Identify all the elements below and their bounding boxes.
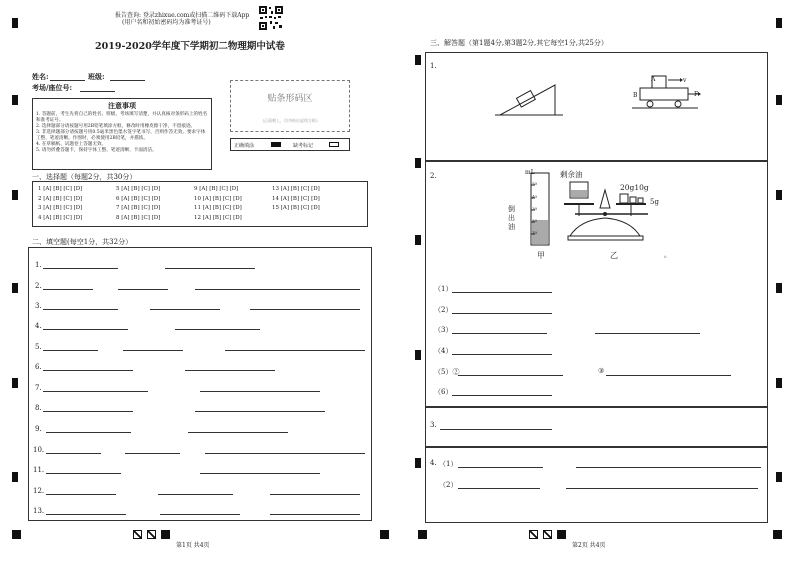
sub-item-extra: ③	[598, 367, 605, 375]
q3-number: 3.	[430, 421, 437, 429]
fill-number: 2.	[35, 282, 42, 290]
fill-blank[interactable]	[225, 350, 365, 351]
name-field[interactable]	[50, 80, 85, 81]
fill-blank[interactable]	[43, 289, 93, 290]
scale-tick: 20	[532, 218, 538, 223]
choice-item[interactable]	[272, 215, 344, 221]
fill-blank[interactable]	[200, 391, 320, 392]
name-label: 姓名:	[32, 72, 49, 81]
page-title: 2019-2020学年度下学期初二物理期中试卷	[95, 41, 285, 52]
fill-number: 4.	[35, 322, 42, 330]
absent-mark-label: 缺考标记	[293, 143, 314, 149]
fill-blank[interactable]	[175, 329, 260, 330]
q4-box	[425, 447, 768, 523]
choice-item[interactable]: 15 [A] [B] [C] [D]	[272, 205, 320, 211]
sub-item: （6）	[434, 388, 453, 396]
answer-blank[interactable]	[458, 467, 543, 468]
fill-blank[interactable]	[165, 268, 255, 269]
graduated-cylinder-diagram	[525, 168, 555, 250]
corner-marker	[773, 530, 782, 539]
fill-blank[interactable]	[43, 391, 148, 392]
page-marker-icon	[543, 530, 552, 539]
filled-mark-icon	[271, 142, 281, 147]
answer-blank[interactable]	[440, 429, 552, 430]
answer-blank[interactable]	[576, 467, 761, 468]
fill-blank[interactable]	[270, 514, 360, 515]
fill-blank[interactable]	[150, 309, 220, 310]
choice-item[interactable]: 4 [A] [B] [C] [D]	[38, 214, 83, 221]
scale-tick: 40	[532, 194, 538, 199]
fill-blank[interactable]	[125, 453, 180, 454]
ml-label: mL	[525, 169, 535, 176]
fill-blank[interactable]	[118, 289, 168, 290]
fill-blank[interactable]	[160, 514, 240, 515]
fill-blank[interactable]	[195, 289, 360, 290]
notes-line: 2. 选择题部分请按题号用2B铅笔填涂方框，修改时用橡皮擦干净，不留痕迹。	[36, 124, 196, 129]
side-marker	[776, 472, 782, 482]
scale-tick: 50	[532, 181, 538, 186]
side-marker	[776, 190, 782, 200]
fill-number: 9.	[35, 425, 42, 433]
side-marker	[12, 95, 18, 105]
q2-number: 2.	[430, 172, 437, 180]
class-field[interactable]	[110, 80, 145, 81]
notes-line: 3. 非选择题部分请按题号用0.5毫米黑色墨水签字笔书写，否则作答无效。要求字体工整、笔迹清晰。作图时，必须使用2B铅笔，并描浓。	[36, 130, 206, 141]
q3-box	[425, 407, 768, 447]
fill-blank[interactable]	[123, 350, 183, 351]
fill-blank[interactable]	[46, 514, 126, 515]
fill-number: 6.	[35, 363, 42, 371]
fill-blank[interactable]	[185, 370, 275, 371]
fill-blank[interactable]	[46, 453, 101, 454]
side-marker	[12, 283, 18, 293]
page-number: 第2页 共4页	[572, 542, 606, 549]
side-marker	[776, 283, 782, 293]
answer-blank[interactable]	[458, 375, 563, 376]
sub-item: （4）	[434, 347, 453, 355]
notes-title: 注意事项	[108, 101, 136, 110]
choice-item[interactable]: 11 [A] [B] [C] [D]	[194, 205, 242, 211]
period-mark: 。	[664, 251, 671, 259]
corner-marker	[12, 530, 21, 539]
q4-sub: （2）	[439, 481, 458, 489]
fill-blank[interactable]	[43, 309, 118, 310]
choice-box	[32, 181, 368, 227]
page-marker-icon	[529, 530, 538, 539]
choice-item[interactable]: 9 [A] [B] [C] [D]	[194, 186, 239, 192]
room-label: 考场/座位号:	[32, 83, 73, 92]
page-marker-icon	[161, 530, 170, 539]
absent-checkbox[interactable]	[329, 142, 339, 147]
answer-blank[interactable]	[452, 333, 547, 334]
answer-blank[interactable]	[606, 375, 731, 376]
label-b: B	[633, 92, 638, 99]
qr-code-icon	[258, 5, 284, 31]
marks-row	[230, 138, 350, 151]
notes-line: 5. 请勿折叠答题卡，保持字体工整、笔迹清晰、卡面清洁。	[36, 148, 157, 153]
corner-marker	[12, 18, 18, 28]
fill-blank[interactable]	[46, 473, 121, 474]
sub-item: （3）	[434, 326, 453, 334]
fill-blank[interactable]	[158, 494, 233, 495]
fill-number: 1.	[35, 261, 42, 269]
fill-section-title: 二、填空题(每空1分，共32分）	[32, 238, 133, 246]
sub-item: （5）②	[434, 368, 460, 376]
q4-sub: （1）	[439, 460, 458, 468]
answer-blank[interactable]	[566, 488, 758, 489]
side-marker	[776, 95, 782, 105]
page-marker-icon	[147, 530, 156, 539]
fill-number: 10.	[33, 446, 45, 454]
fill-blank[interactable]	[270, 494, 360, 495]
cart-diagram	[628, 74, 703, 114]
scale-tick: 10	[532, 230, 538, 235]
answer-blank[interactable]	[452, 395, 552, 396]
fill-blank[interactable]	[195, 411, 325, 412]
page-marker-icon	[133, 530, 142, 539]
barcode-label: 贴条形码区	[267, 94, 313, 104]
fill-blank[interactable]	[188, 432, 288, 433]
q1-number: 1.	[430, 62, 437, 70]
five-g-label: 5g	[650, 198, 659, 206]
fill-blank[interactable]	[250, 309, 360, 310]
side-marker	[415, 458, 421, 468]
notes-line: 1. 答题前，考生先将自己的姓名、班级、考场填写清楚，并认真核对条形码上的姓名和准考证号。	[36, 112, 208, 123]
sub-item: （2）	[434, 306, 453, 314]
label-a: A	[651, 76, 656, 83]
choice-section-title: 一、选择题（每题2分，共30分）	[32, 173, 137, 181]
notes-box	[32, 98, 212, 170]
answer-blank[interactable]	[452, 292, 552, 293]
yi-label: 乙	[610, 251, 618, 260]
side-marker	[12, 472, 18, 482]
fill-blank[interactable]	[200, 473, 320, 474]
side-marker	[12, 378, 18, 388]
label-v: v	[683, 77, 687, 84]
answer-blank[interactable]	[458, 488, 540, 489]
fill-blank[interactable]	[46, 432, 131, 433]
choice-item[interactable]: 3 [A] [B] [C] [D]	[38, 205, 83, 211]
fill-number: 13.	[33, 507, 45, 515]
choice-item[interactable]: 5 [A] [B] [C] [D]	[116, 186, 161, 192]
fill-blank[interactable]	[43, 268, 118, 269]
label-f: F	[694, 91, 699, 98]
fill-number: 8.	[35, 404, 42, 412]
choice-item[interactable]: 2 [A] [B] [C] [D]	[38, 195, 83, 202]
side-marker	[415, 158, 421, 168]
answer-blank[interactable]	[452, 313, 552, 314]
class-label: 班级:	[88, 72, 105, 81]
fill-blank[interactable]	[43, 329, 128, 330]
choice-item[interactable]: 13 [A] [B] [C] [D]	[272, 186, 320, 192]
side-marker	[776, 378, 782, 388]
report-line-1: 报告查询: 登录zhixue.com或扫描二维码下载App	[115, 12, 250, 19]
sub-item: （1）	[434, 285, 453, 293]
pour-oil-label: 倒出油	[508, 205, 515, 231]
fill-number: 3.	[35, 302, 42, 310]
fill-blank[interactable]	[43, 411, 133, 412]
side-marker	[12, 190, 18, 200]
notes-line: 4. 在草稿纸、试题卷上答题无效。	[36, 142, 107, 147]
balance-diagram	[560, 180, 665, 242]
corner-marker	[418, 530, 427, 539]
choice-item[interactable]: 14 [A] [B] [C] [D]	[272, 195, 320, 202]
answer-section-title: 三、解答题（第1题4分,第3题2分,其它每空1分,共25分）	[430, 39, 608, 47]
fill-blank[interactable]	[205, 453, 365, 454]
answer-blank[interactable]	[452, 354, 552, 355]
choice-item[interactable]: 12 [A] [B] [C] [D]	[194, 214, 242, 221]
incline-diagram	[495, 70, 565, 120]
fill-blank[interactable]	[46, 494, 116, 495]
corner-marker	[380, 530, 389, 539]
fill-number: 5.	[35, 343, 42, 351]
choice-item[interactable]: 7 [A] [B] [C] [D]	[116, 205, 161, 211]
side-marker	[415, 350, 421, 360]
q4-number: 4.	[430, 459, 437, 467]
barcode-area	[230, 80, 350, 132]
page-number: 第1页 共4页	[176, 542, 210, 549]
page-marker-icon	[557, 530, 566, 539]
remain-oil-label: 剩余油	[560, 170, 583, 179]
scale-tick: 30	[532, 206, 538, 211]
jia-label: 甲	[537, 251, 545, 260]
choice-item[interactable]: 8 [A] [B] [C] [D]	[116, 214, 161, 221]
fill-number: 7.	[35, 384, 42, 392]
fill-blank[interactable]	[43, 350, 98, 351]
corner-marker	[776, 18, 782, 28]
barcode-hint: (正面朝上，切勿贴出虚线方框)	[262, 118, 318, 123]
side-marker	[415, 55, 421, 65]
fill-number: 12.	[33, 487, 45, 495]
q1-box	[425, 52, 768, 161]
correct-mark-label: 正确填涂	[234, 143, 255, 149]
fill-blank[interactable]	[43, 370, 133, 371]
choice-item[interactable]: 6 [A] [B] [C] [D]	[116, 195, 161, 202]
choice-item[interactable]: 1 [A] [B] [C] [D]	[38, 186, 83, 192]
fill-number: 11.	[33, 466, 45, 474]
answer-blank[interactable]	[595, 333, 700, 334]
weights-label: 20g10g	[620, 183, 649, 192]
report-line-2: (用户名和初始密码均为准考证号)	[122, 19, 211, 26]
room-field[interactable]	[80, 91, 115, 92]
side-marker	[415, 235, 421, 245]
choice-item[interactable]: 10 [A] [B] [C] [D]	[194, 195, 242, 202]
